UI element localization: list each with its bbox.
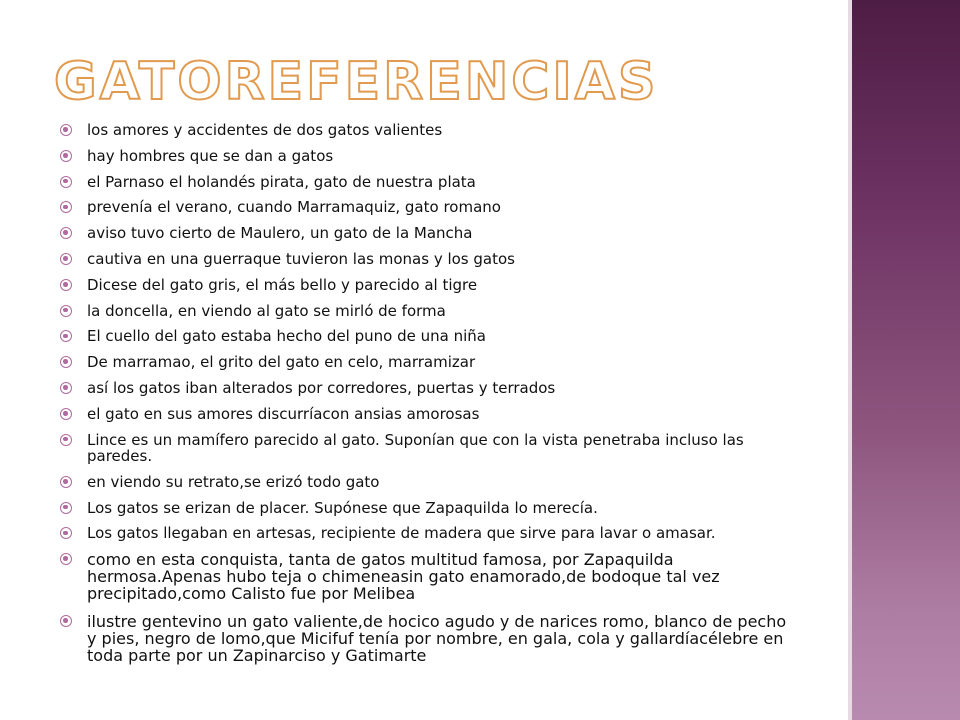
bullet-text: el gato en sus amores discurríacon ansias amorosas [87,404,480,423]
bullet-text: De marramao, el grito del gato en celo, marramizar [87,353,476,372]
bullet-text: prevenía el verano, cuando Marramaquiz, gato romano [87,198,501,217]
circle-dot-icon [60,382,72,394]
bullet-item [60,328,800,345]
circle-dot-icon [60,408,72,420]
circle-dot-icon [60,279,72,291]
bullet-item [60,303,800,320]
bullet-item [60,354,800,371]
bullet-text: como en esta conquista, tanta de gatos multitud famosa, por Zapaquilda hermosa.Apenas hubo teja o chimeneasin gato enamorado,de bodoque tal vez precipitado,como Calisto fue por Melibea [87,550,720,604]
circle-dot-icon [60,553,72,565]
bullet-text: cautiva en una guerraque tuvieron las monas y los gatos [87,249,515,268]
bullet-item [60,380,800,397]
circle-dot-icon [60,502,72,514]
bullet-item [60,613,800,664]
circle-dot-icon [60,124,72,136]
bullet-item [60,148,800,165]
bullet-item [60,474,800,491]
slide-title: GATOREFERENCIAS [54,52,659,112]
bullet-text: así los gatos iban alterados por corredores, puertas y terrados [87,378,556,397]
circle-dot-icon [60,356,72,368]
circle-dot-icon [60,615,72,627]
circle-dot-icon [60,330,72,342]
bullet-text: Los gatos se erizan de placer. Supónese que Zapaquilda lo merecía. [87,498,598,517]
bullet-list [60,122,800,675]
bullet-item [60,406,800,423]
bullet-text: los amores y accidentes de dos gatos valientes [87,121,443,139]
bullet-item [60,199,800,216]
bullet-text: el Parnaso el holandés pirata, gato de nuestra plata [87,172,476,191]
circle-dot-icon [60,476,72,488]
bullet-text: ilustre gentevino un gato valiente,de hocico agudo y de narices romo, blanco de pecho y pies, negro de lomo,que Micifuf tenía por nombre, en gala, cola y gallardíacélebre en toda parte por un Zapinarciso y Gatimarte [87,612,787,666]
bullet-text: Dicese del gato gris, el más bello y parecido al tigre [87,275,478,294]
circle-dot-icon [60,253,72,265]
bullet-item [60,122,800,139]
decorative-side-panel [852,0,960,720]
circle-dot-icon [60,201,72,213]
circle-dot-icon [60,150,72,162]
bullet-item [60,432,800,465]
bullet-item [60,251,800,268]
circle-dot-icon [60,176,72,188]
bullet-item [60,500,800,517]
circle-dot-icon [60,527,72,539]
bullet-text: aviso tuvo cierto de Maulero, un gato de la Mancha [87,224,473,243]
bullet-item [60,277,800,294]
circle-dot-icon [60,305,72,317]
bullet-item [60,225,800,242]
bullet-item [60,551,800,602]
bullet-text: la doncella, en viendo al gato se mirló de forma [87,301,446,320]
bullet-text: hay hombres que se dan a gatos [87,146,334,165]
bullet-item [60,525,800,542]
bullet-text: Los gatos llegaban en artesas, recipiente de madera que sirve para lavar o amasar. [87,524,716,543]
bullet-text: Lince es un mamífero parecido al gato. Suponían que con la vista penetraba incluso las paredes. [87,430,744,466]
circle-dot-icon [60,434,72,446]
circle-dot-icon [60,227,72,239]
bullet-item [60,174,800,191]
bullet-text: El cuello del gato estaba hecho del puno de una niña [87,327,486,346]
bullet-text: en viendo su retrato,se erizó todo gato [87,472,380,491]
